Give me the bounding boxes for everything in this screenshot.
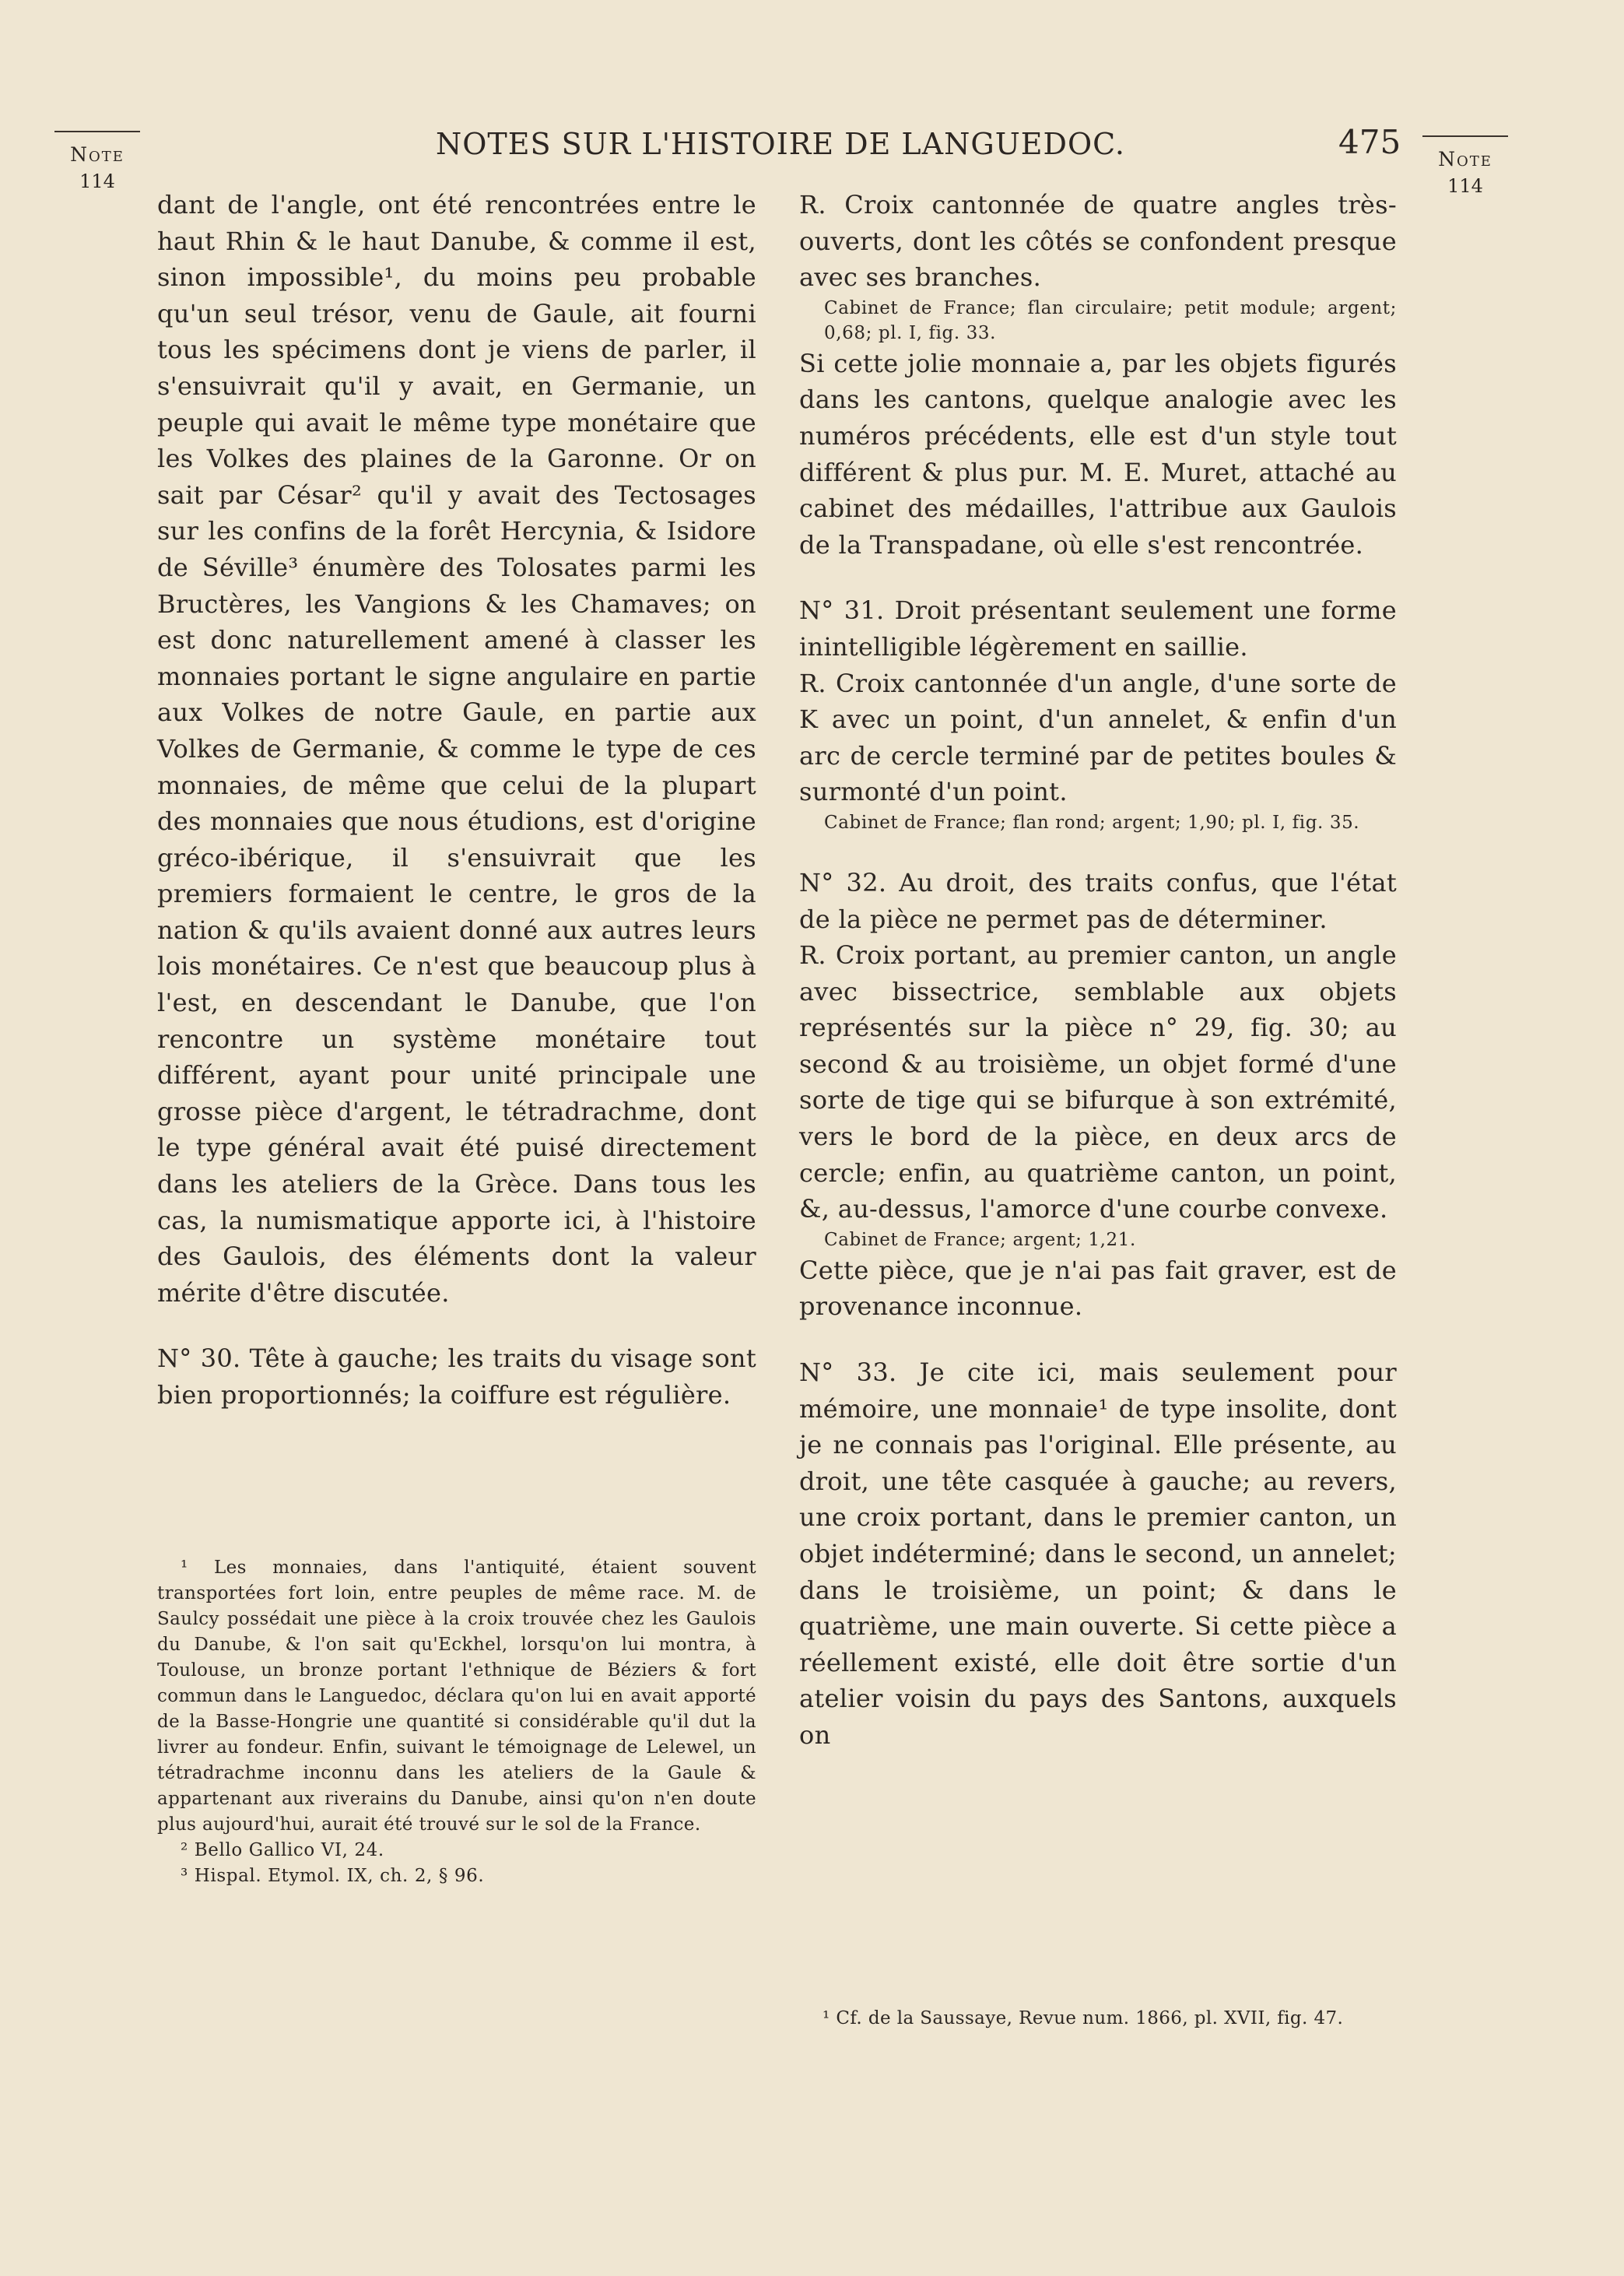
margin-rule (54, 131, 140, 132)
collection-note: Cabinet de France; argent; 1,21. (824, 1229, 1136, 1250)
spacer (799, 563, 1397, 592)
paragraph: R. Croix cantonnée d'un angle, d'une sorte de K avec un point, d'un annelet, & enfin d'un arc de cercle terminé par de petites boules & surmonté d'un point. (799, 668, 1397, 807)
margin-rule (1422, 135, 1508, 137)
paragraph: Si cette jolie monnaie a, par les objets figurés dans les cantons, quelque analogie avec les numéros précédents, elle est d'un style tout différent & plus pur. M. E. Muret, attaché au cabinet des médailles, l'attribue aux Gaulois de la Transpadane, où elle s'est rencontrée. (799, 348, 1397, 560)
margin-note-number: 114 (1447, 175, 1483, 197)
footnotes-left (157, 1555, 756, 1889)
footnote: ¹ Les monnaies, dans l'antiquité, étaient souvent transportées fort loin, entre peuples de même race. M. de Saulcy possédait une pièce à la croix trouvée chez les Gaulois du Danube, & l'on sait qu'Eckhel, lorsqu'on lui montra, à Toulouse, un bronze portant l'ethnique de Béziers & fort commun dans le Languedoc, déclara qu'on lui en avait apporté de la Basse-Hongrie une quantité si considérable qu'il dut la livrer au fondeur. Enfin, suivant le témoignage de Lelewel, un tétradrachme inconnu dans les ateliers de la Gaule & appartenant aux riverains du Danube, ainsi qu'on n'en doute plus aujourd'hui, aurait été trouvé sur le sol de la France. (157, 1558, 756, 1835)
collection-note: Cabinet de France; flan rond; argent; 1,90; pl. I, fig. 35. (824, 812, 1360, 833)
paragraph: N° 30. Tête à gauche; les traits du visage sont bien proportionnés; la coiffure est régulière. (157, 1343, 756, 1410)
spacer (157, 1311, 756, 1340)
right-column (799, 187, 1397, 1754)
margin-note-left (54, 131, 140, 193)
paragraph: N° 31. Droit présentant seulement une forme inintelligible légèrement en saillie. (799, 595, 1397, 662)
running-title: NOTES SUR L'HISTOIRE DE LANGUEDOC. (436, 127, 1125, 161)
margin-note-label: Note (1438, 148, 1492, 170)
page-number: 475 (1338, 123, 1401, 161)
collection-note: Cabinet de France; flan circulaire; petit module; argent; 0,68; pl. I, fig. 33. (824, 297, 1397, 343)
paragraph: N° 33. Je cite ici, mais seulement pour mémoire, une monnaie¹ de type insolite, dont je ne connais pas l'original. Elle présente, au droit, une tête casquée à gauche; au revers, une croix portant, dans le premier canton, un objet indéterminé; dans le second, un annelet; dans le troisième, un point; & dans le quatrième, une main ouverte. Si cette pièce a réellement existé, elle doit être sortie d'un atelier voisin du pays des Santons, auxquels on (799, 1358, 1397, 1750)
footnote: ¹ Cf. de la Saussaye, Revue num. 1866, pl. XVII, fig. 47. (823, 2008, 1344, 2028)
footnote-right (799, 2006, 1397, 2032)
margin-note-right (1422, 135, 1508, 198)
footnote: ³ Hispal. Etymol. IX, ch. 2, § 96. (181, 1866, 485, 1886)
spacer (799, 1325, 1397, 1354)
margin-note-label: Note (70, 143, 125, 166)
paragraph: R. Croix portant, au premier canton, un angle avec bissectrice, semblable aux objets représentés sur la pièce n° 29, fig. 30; au second & au troisième, un objet formé d'une sorte de tige qui se bifurque à son extrémité, vers le bord de la pièce, en deux arcs de cercle; enfin, au quatrième canton, un point, &, au-dessus, l'amorce d'une courbe convexe. (799, 940, 1397, 1224)
paragraph: N° 32. Au droit, des traits confus, que l'état de la pièce ne permet pas de déterminer. (799, 867, 1397, 934)
margin-note-number: 114 (79, 170, 115, 192)
paragraph: dant de l'angle, ont été rencontrées entre le haut Rhin & le haut Danube, & comme il est, sinon impossible¹, du moins peu probable qu'un seul trésor, venu de Gaule, ait fourni tous les spécimens dont je viens de parler, il s'ensuivrait qu'il y avait, en Germanie, un peuple qui avait le même type monétaire que les Volkes des plaines de la Garonne. Or on sait par César² qu'il y avait des Tectosages sur les confins de la forêt Hercynia, & Isidore de Séville³ énumère des Tolosates parmi les Bructères, les Vangions & les Chamaves; on est donc naturellement amené à classer les monnaies portant le signe angulaire en partie aux Volkes de notre Gaule, en partie aux Volkes de Germanie, & comme le type de ces monnaies, de même que celui de la plupart des monnaies que nous étudions, est d'origine gréco-ibérique, il s'ensuivrait que les premiers formaient le centre, le gros de la nation & qu'ils avaient donné aux autres leurs lois monétaires. Ce n'est que beaucoup plus à l'est, en descendant le Danube, que l'on rencontre un système monétaire tout différent, ayant pour unité principale une grosse pièce d'argent, le tétradrachme, dont le type général avait été puisé directement dans les ateliers de la Grèce. Dans tous les cas, la numismatique apporte ici, à l'histoire des Gaulois, des éléments dont la valeur mérite d'être discutée. (157, 190, 756, 1308)
spacer (799, 835, 1397, 865)
footnote: ² Bello Gallico VI, 24. (181, 1840, 384, 1860)
paragraph: R. Croix cantonnée de quatre angles très-ouverts, dont les côtés se confondent presque avec ses branches. (799, 190, 1397, 293)
left-column (157, 187, 756, 1414)
paragraph: Cette pièce, que je n'ai pas fait graver, est de provenance inconnue. (799, 1255, 1397, 1322)
